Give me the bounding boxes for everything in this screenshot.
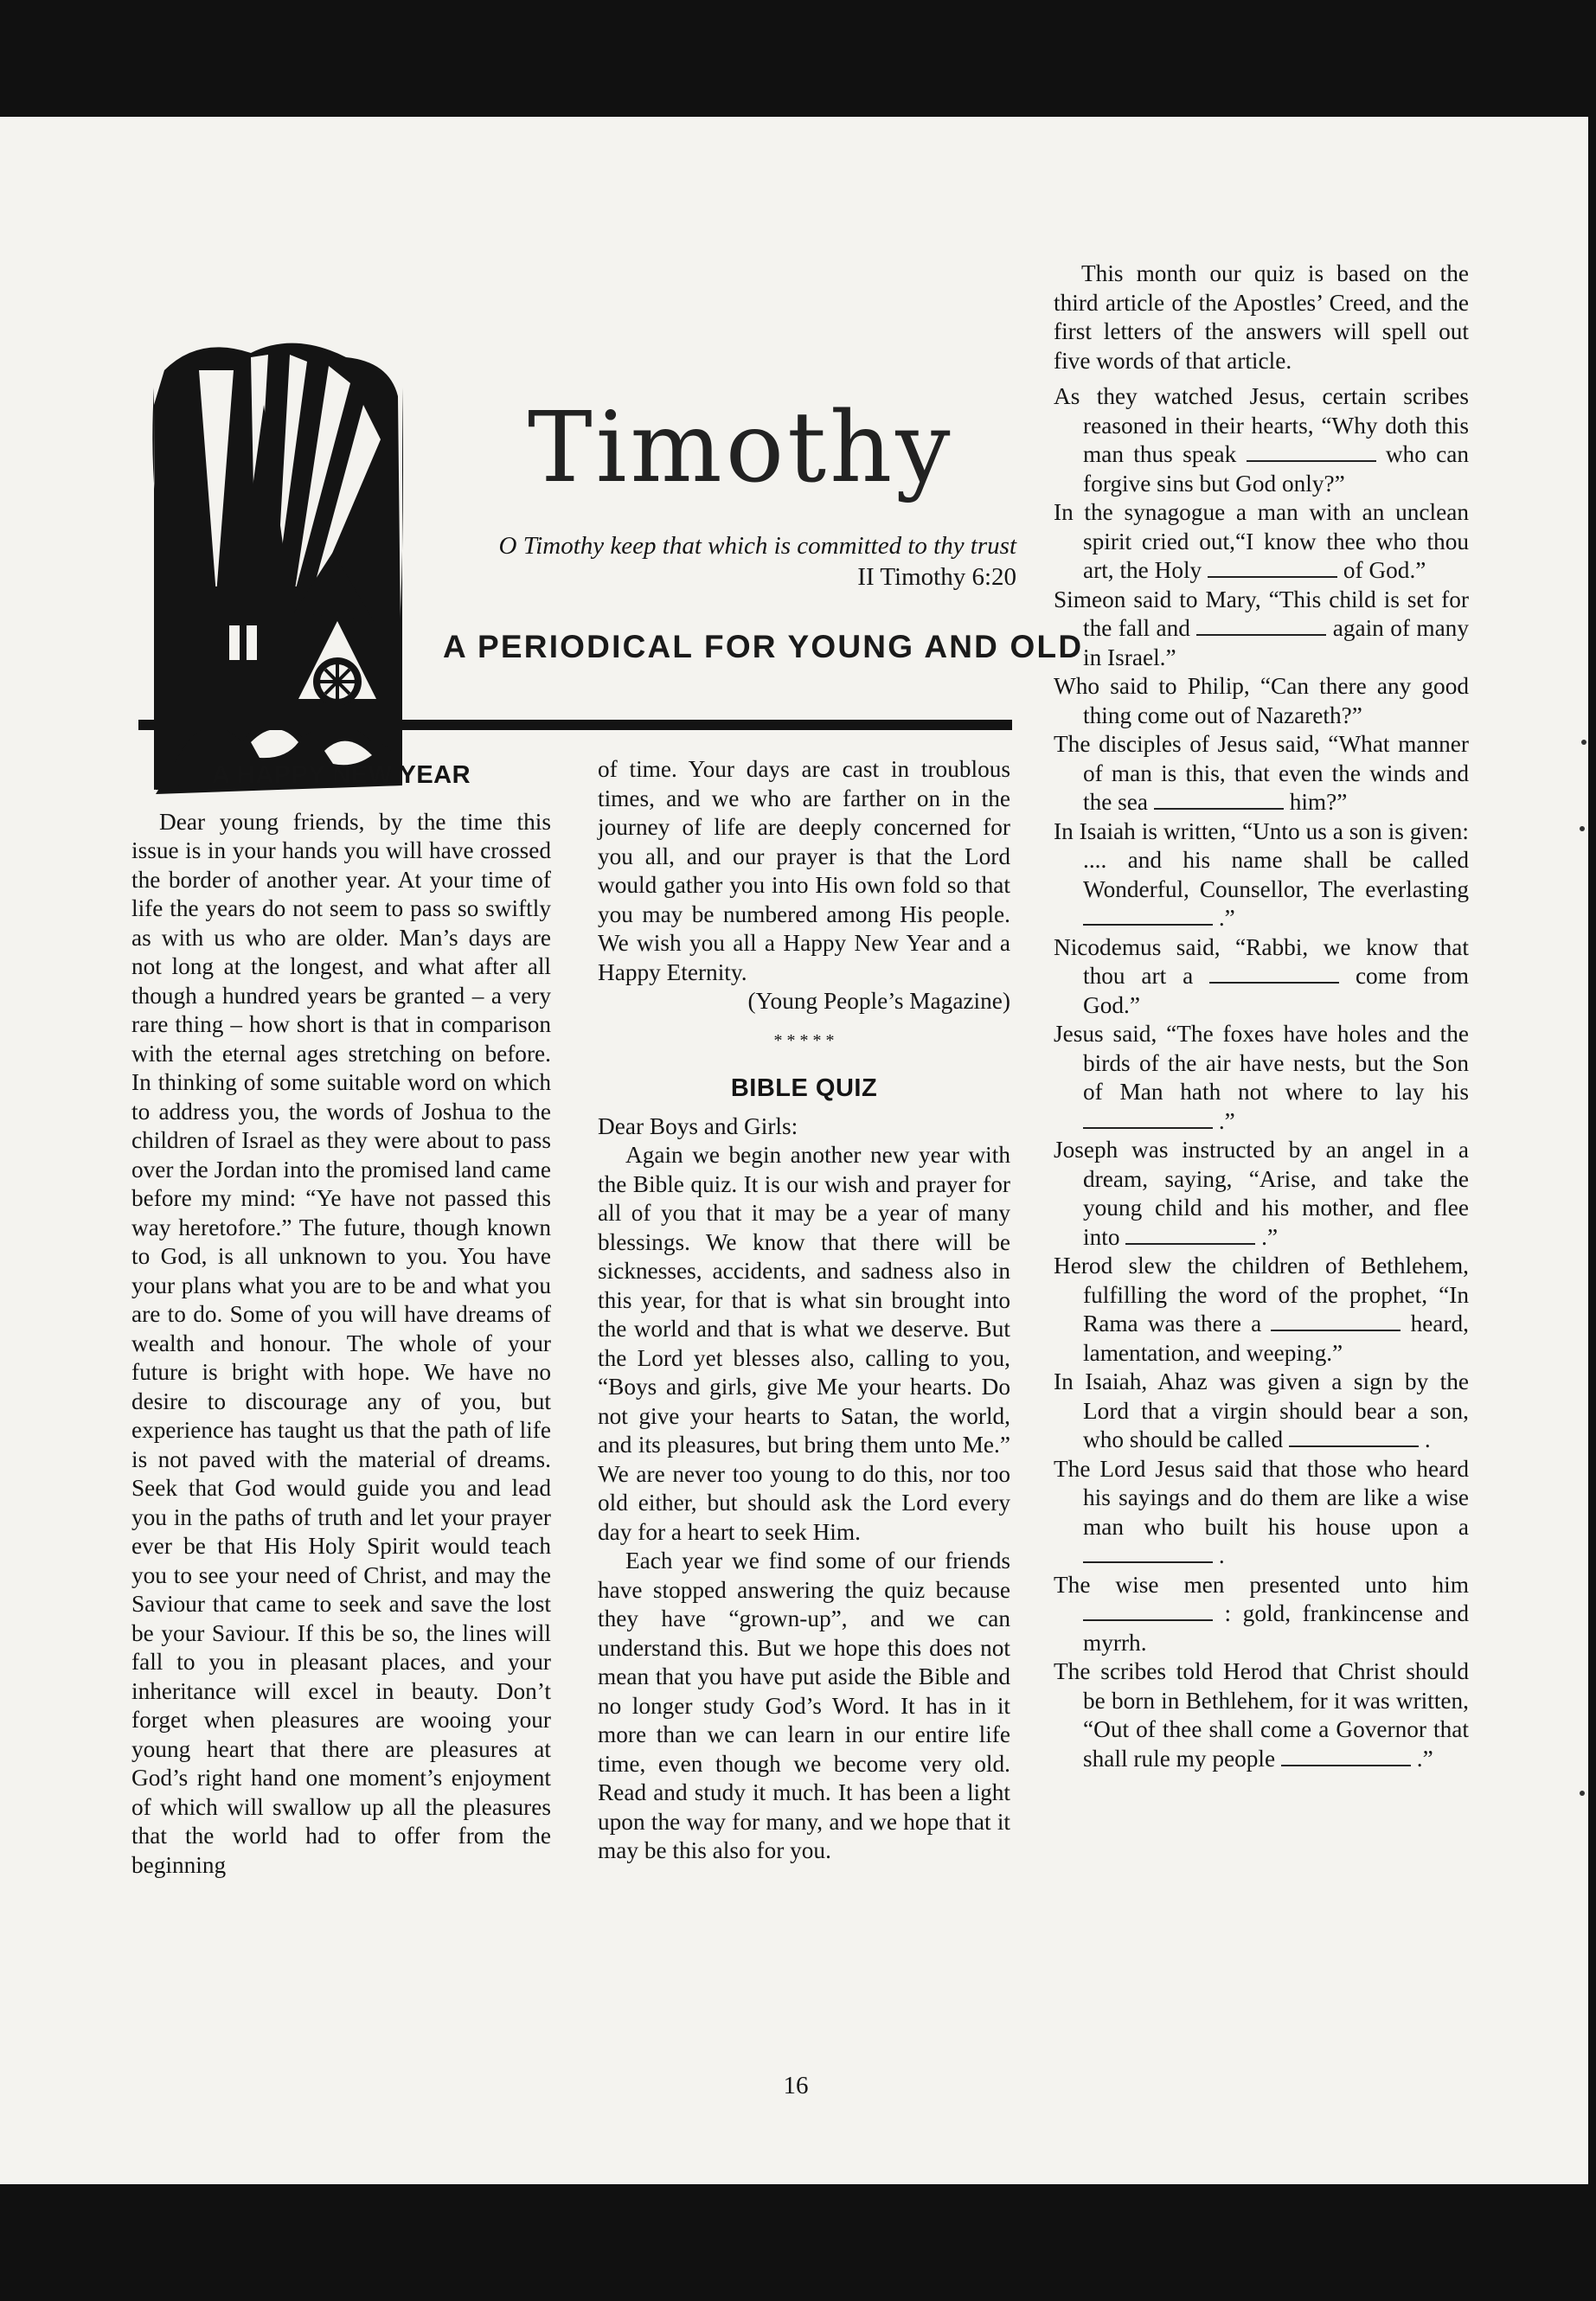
scan-speck	[1581, 740, 1586, 745]
quiz-question-list	[1054, 382, 1469, 1773]
quiz-question	[1054, 1020, 1469, 1136]
quiz-salutation: Dear Boys and Girls:	[598, 1112, 798, 1139]
answer-blank	[1083, 1110, 1213, 1129]
quiz-question	[1054, 730, 1469, 817]
quiz-question-tail: come from God.”	[1083, 963, 1469, 1018]
column-left	[131, 761, 551, 1880]
quiz-question-tail: heard, lamentation, and weeping.”	[1083, 1311, 1470, 1366]
quiz-intro: This month our quiz is based on the third article of the Apostles’ Creed, and the first letters of the answers will spell out five words of that article.	[1054, 260, 1469, 374]
quiz-question	[1054, 1136, 1469, 1252]
masthead-reference: II Timothy 6:20	[857, 563, 1016, 591]
quiz-question	[1054, 1252, 1469, 1368]
answer-blank	[1247, 443, 1376, 462]
answer-blank	[1289, 1428, 1419, 1447]
masthead-title: Timothy	[528, 392, 954, 504]
magazine-page	[0, 117, 1588, 2184]
quiz-question	[1054, 672, 1469, 730]
article-body-part2: of time. Your days are cast in troublous times, and we who are farther on in the journey of life are deeply concerned for you all, and our prayer is that the Lord would gather you into His own fold so that you may be numbered among His people. We wish you all a Happy New Year and a Happy Eternity.	[598, 756, 1010, 985]
quiz-heading: BIBLE QUIZ	[730, 1074, 878, 1102]
quiz-question	[1054, 382, 1469, 498]
quiz-question-text: In the synagogue a man with an unclean spirit cried out,“I know thee who thou art, the Holy	[1054, 499, 1469, 583]
answer-blank	[1209, 965, 1339, 984]
masthead-subtitle: A PERIODICAL FOR YOUNG AND OLD	[443, 629, 1084, 664]
quiz-paragraph-2: Each year we find some of our friends have stopped answering the quiz because they have “grown-up”, and we can understand this. But we hope this does not mean that you have put aside the Bible and no longer study God’s Word. It has in it more than we can learn in our entire life time, even though we become very old. Read and study it much. It has been a light upon the way for many, and we hope that it may be this also for you.	[598, 1548, 1010, 1863]
answer-blank	[1083, 1602, 1213, 1621]
quiz-question-text: Herod slew the children of Bethlehem, fulfilling the word of the prophet, “In Rama was there a	[1054, 1253, 1469, 1336]
quiz-question	[1054, 933, 1469, 1021]
scan-speck	[1580, 1791, 1585, 1796]
quiz-question-tail: : gold, frankincense and myrrh.	[1083, 1600, 1469, 1656]
page-number: 16	[783, 2072, 809, 2099]
quiz-question-text: In Isaiah, Ahaz was given a sign by the Lord that a virgin should bear a son, who should be called	[1054, 1368, 1469, 1452]
quiz-question-tail: .”	[1218, 905, 1235, 931]
column-middle	[598, 755, 1010, 1866]
answer-blank	[1083, 907, 1213, 926]
masthead-rule	[138, 720, 1012, 730]
masthead-motto: O Timothy keep that which is committed to thy trust	[498, 532, 1016, 560]
quiz-question-tail: .”	[1261, 1223, 1279, 1250]
answer-blank	[1208, 559, 1337, 578]
quiz-paragraph-1: Again we begin another new year with the Bible quiz. It is our wish and prayer for all of you that it may be a year of many blessings. We know that there will be sicknesses, accidents, and sadness also in this year, for that is what sin brought into the world and that is what we deserve. But the Lord yet blesses also, calling to you, “Boys and girls, give Me your hearts. Do not give your hearts to Satan, the world, and its pleasures, but bring them unto Me.” We are never too young to do this, nor too old either, but should ask the Lord every day for a heart to seek Him.	[598, 1142, 1010, 1545]
article-body-part1: Dear young friends, by the time this issue is in your hands you will have crossed the border of another year. At your time of life the years do not seem to pass so swiftly as with us who are older. Man’s days are not long at the longest, and what after all though a hundred years be granted – a very rare thing – how short is that in comparison with the eternal ages stretching on before. In thinking of some suitable word on which to address you, the words of Joshua to the children of Israel as they were about to pass over the Jordan into the promised land came before my mind: “Ye have not passed this way heretofore.” The future, though known to God, is all unknown to you. You have your plans what you are to be and what you are to do. Some of you will have dreams of wealth and honour. The whole of your future is bright with hope. We have no desire to discourage any of you, but experience has taught us that the path of life is not paved with the material of dreams. Seek that God would guide you and lead you in the paths of truth and let your prayer ever be that His Holy Spirit would teach you to see your need of Christ, and may the Saviour that came to seek and save the lost be your Saviour. If this be so, the lines will fall to you in pleasant places, and your inheritance will excel in beauty. Don’t forget when pleasures are wooing your young heart that there are pleasures at God’s right hand one moment’s enjoyment of which will swallow up all the pleasures that the world had to offer from the beginning	[131, 808, 551, 1878]
answer-blank	[1271, 1312, 1401, 1331]
quiz-question-text: The wise men presented unto him	[1054, 1571, 1469, 1598]
quiz-question	[1054, 1657, 1469, 1773]
article-separator: * * * * *	[773, 1030, 835, 1050]
answer-blank	[1154, 791, 1284, 810]
quiz-question-tail: .”	[1416, 1745, 1433, 1772]
church-woodcut-icon	[147, 336, 407, 820]
answer-blank	[1083, 1544, 1213, 1563]
answer-blank	[1125, 1226, 1255, 1245]
quiz-question-text: The Lord Jesus said that those who heard his sayings and do them are like a wise man who built his house upon a	[1054, 1455, 1469, 1540]
column-right	[1054, 260, 1469, 1773]
quiz-question-text: Nicodemus said, “Rabbi, we know that thou art a	[1054, 933, 1469, 989]
quiz-question-tail: who can forgive sins but God only?”	[1083, 441, 1470, 497]
quiz-question-tail: .”	[1218, 1107, 1235, 1134]
quiz-question	[1054, 498, 1469, 586]
quiz-question	[1054, 1368, 1469, 1455]
answer-blank	[1281, 1747, 1411, 1766]
article-source: (Young People’s Magazine)	[747, 988, 1010, 1014]
quiz-question-text: As they watched Jesus, certain scribes reasoned in their hearts, “Why doth this man thus speak	[1054, 383, 1469, 467]
quiz-question-tail: .	[1218, 1542, 1225, 1568]
quiz-question	[1054, 817, 1469, 933]
quiz-question-tail: .	[1424, 1426, 1431, 1452]
quiz-question-text: The disciples of Jesus said, “What manner of man is this, that even the winds and the sea	[1054, 731, 1469, 815]
quiz-question-text: In Isaiah is written, “Unto us a son is given: .... and his name shall be called Wonderful, Counsellor, The everlasting	[1054, 817, 1469, 902]
quiz-question-text: The scribes told Herod that Christ should be born in Bethlehem, for it was written, “Out of thee shall come a Governor that shall rule my people	[1054, 1658, 1469, 1772]
answer-blank	[1196, 617, 1326, 636]
quiz-question-text: Who said to Philip, “Can there any good thing come out of Nazareth?”	[1054, 673, 1469, 728]
quiz-question	[1054, 1571, 1469, 1658]
quiz-question	[1054, 586, 1469, 673]
quiz-question-tail: him?”	[1289, 789, 1348, 815]
scan-speck	[1580, 826, 1585, 831]
quiz-question-tail: again of many in Israel.”	[1083, 615, 1469, 670]
article-heading: A HAPPY NEW YEAR	[211, 761, 471, 789]
quiz-question	[1054, 1455, 1469, 1571]
quiz-question-text: Simeon said to Mary, “This child is set for the fall and	[1054, 586, 1469, 641]
quiz-question-text: Joseph was instructed by an angel in a dream, saying, “Arise, and take the young child and his mother, and flee into	[1054, 1137, 1469, 1250]
quiz-question-tail: of God.”	[1343, 557, 1426, 583]
quiz-question-text: Jesus said, “The foxes have holes and the birds of the air have nests, but the Son of Man hath not where to lay his	[1054, 1021, 1469, 1105]
